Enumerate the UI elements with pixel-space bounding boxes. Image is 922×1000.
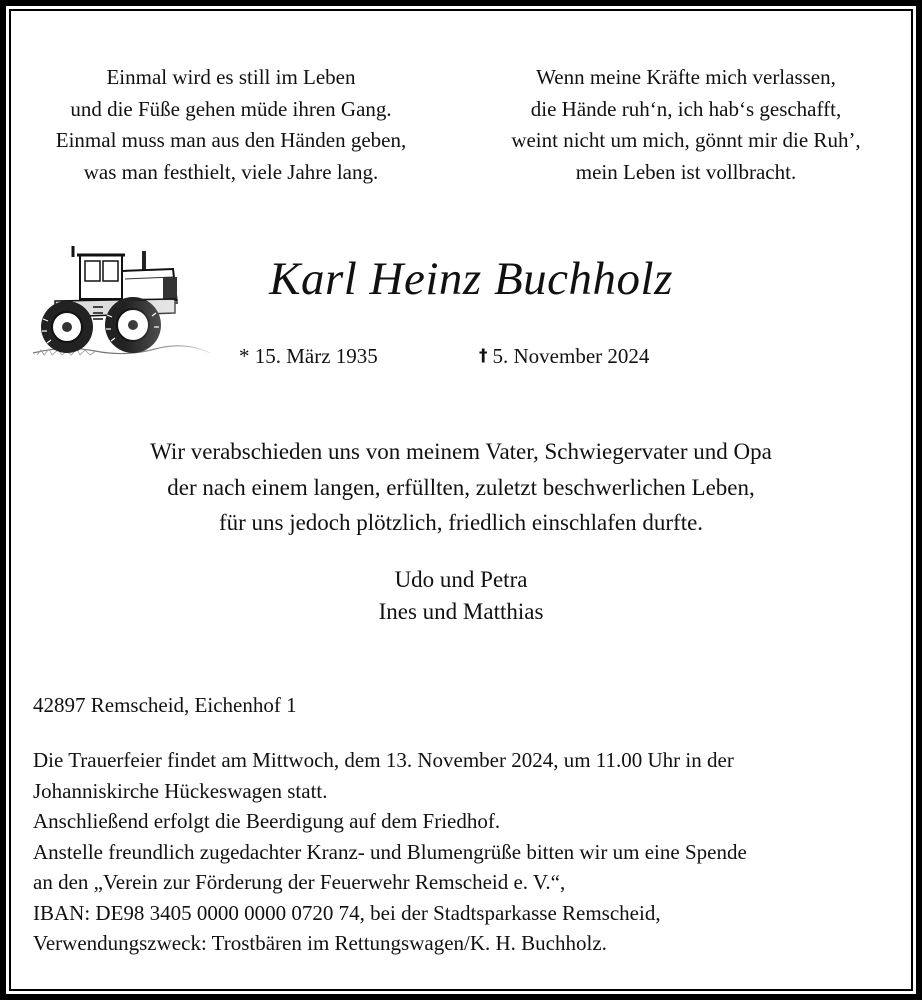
address: 42897 Remscheid, Eichenhof 1 [33,693,297,717]
deceased-name: Karl Heinz Buchholz [269,253,673,305]
birth-date-text: 15. März 1935 [254,344,378,368]
poem-line: weint nicht um mich, gönnt mir die Ruh’, [511,128,861,152]
details-line: IBAN: DE98 3405 0000 0000 0720 74, bei der Stadtsparkasse Remscheid, [33,900,661,925]
poem-line: mein Leben ist vollbracht. [575,159,797,184]
poem-right [471,62,901,188]
obituary-page [11,11,911,989]
details-line: Anschließend erfolgt die Beerdigung auf dem Friedhof. [33,809,501,833]
poem-line: die Hände ruh‘n, ich hab‘s geschafft, [530,96,842,121]
farewell-line: Wir verabschieden uns von meinem Vater, Schwiegervater und Opa [150,439,772,464]
family-line: Ines und Matthias [378,598,544,624]
poem-left [21,62,441,188]
poem-line: Einmal muss man aus den Händen geben, [55,128,407,152]
cross-icon: † [479,346,488,366]
poem-line: und die Füße gehen müde ihren Gang. [70,96,392,121]
poem-line: was man festhielt, viele Jahre lang. [83,159,379,184]
family-line: Udo und Petra [394,567,528,592]
family-signature [11,564,911,627]
details-line: Johanniskirche Hückeswagen statt. [33,778,328,803]
ceremony-details [33,745,747,959]
poem-line: Einmal wird es still im Leben [106,65,356,89]
tractor-icon [25,241,215,361]
details-line: Die Trauerfeier findet am Mittwoch, dem 13. November 2024, um 11.00 Uhr in der [33,748,734,772]
poem-line: Wenn meine Kräfte mich verlassen, [536,65,836,89]
farewell-text [11,434,911,541]
farewell-line: für uns jedoch plötzlich, friedlich einschlafen durfte. [218,510,704,535]
birth-date [239,341,378,371]
details-line: Verwendungszweck: Trostbären im Rettungswagen/K. H. Buchholz. [33,931,607,955]
death-date-text: 5. November 2024 [492,344,650,368]
farewell-line: der nach einem langen, erfüllten, zuletzt beschwerlichen Leben, [167,474,755,500]
birth-symbol: * [239,344,250,368]
details-line: Anstelle freundlich zugedachter Kranz- und Blumengrüße bitten wir um eine Spende [33,839,747,864]
details-line: an den „Verein zur Förderung der Feuerwehr Remscheid e. V.“, [33,870,566,894]
death-date [479,341,649,373]
